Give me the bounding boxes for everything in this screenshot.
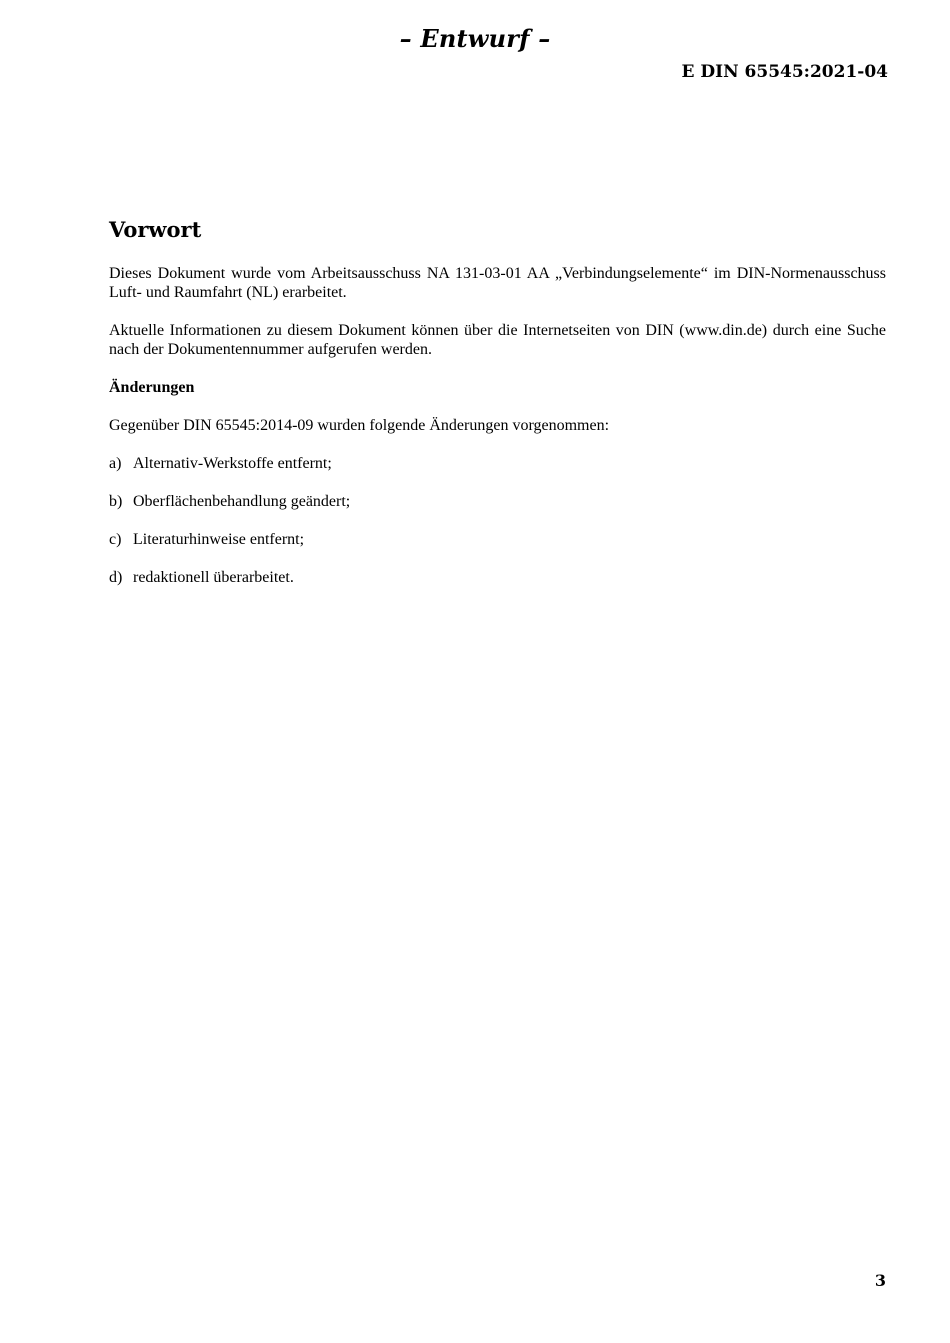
document-number: E DIN 65545:2021-04 <box>681 62 888 82</box>
list-marker: c) <box>109 531 122 548</box>
foreword-paragraph-committee: Dieses Dokument wurde vom Arbeitsausschuss NA 131-03-01 AA „Verbindungselemente“ im DIN-Normenausschuss Luft- und Raumfahrt (NL) erarbeitet. <box>109 265 886 301</box>
draft-mark: – Entwurf – <box>399 24 551 53</box>
changes-title: Änderungen <box>109 379 195 396</box>
list-marker: b) <box>109 493 123 510</box>
changes-list <box>109 454 886 587</box>
foreword-section <box>109 216 886 606</box>
page-number: 3 <box>874 1271 886 1290</box>
list-item-text: Alternativ-Werkstoffe entfernt; <box>133 455 332 472</box>
list-marker: d) <box>109 569 123 586</box>
list-item <box>109 454 886 473</box>
list-item-text: Literaturhinweise entfernt; <box>133 531 305 548</box>
list-item-text: redaktionell überarbeitet. <box>133 569 294 586</box>
list-item <box>109 568 886 587</box>
list-item-text: Oberflächenbehandlung geändert; <box>133 493 351 510</box>
foreword-title: Vorwort <box>109 217 202 242</box>
foreword-paragraph-information: Aktuelle Informationen zu diesem Dokument können über die Internetseiten von DIN (www.din.de) durch eine Suche nach der Dokumentennummer aufgerufen werden. <box>109 322 886 358</box>
list-item <box>109 492 886 511</box>
list-marker: a) <box>109 455 122 472</box>
changes-intro: Gegenüber DIN 65545:2014-09 wurden folgende Änderungen vorgenommen: <box>109 417 610 434</box>
list-item <box>109 530 886 549</box>
